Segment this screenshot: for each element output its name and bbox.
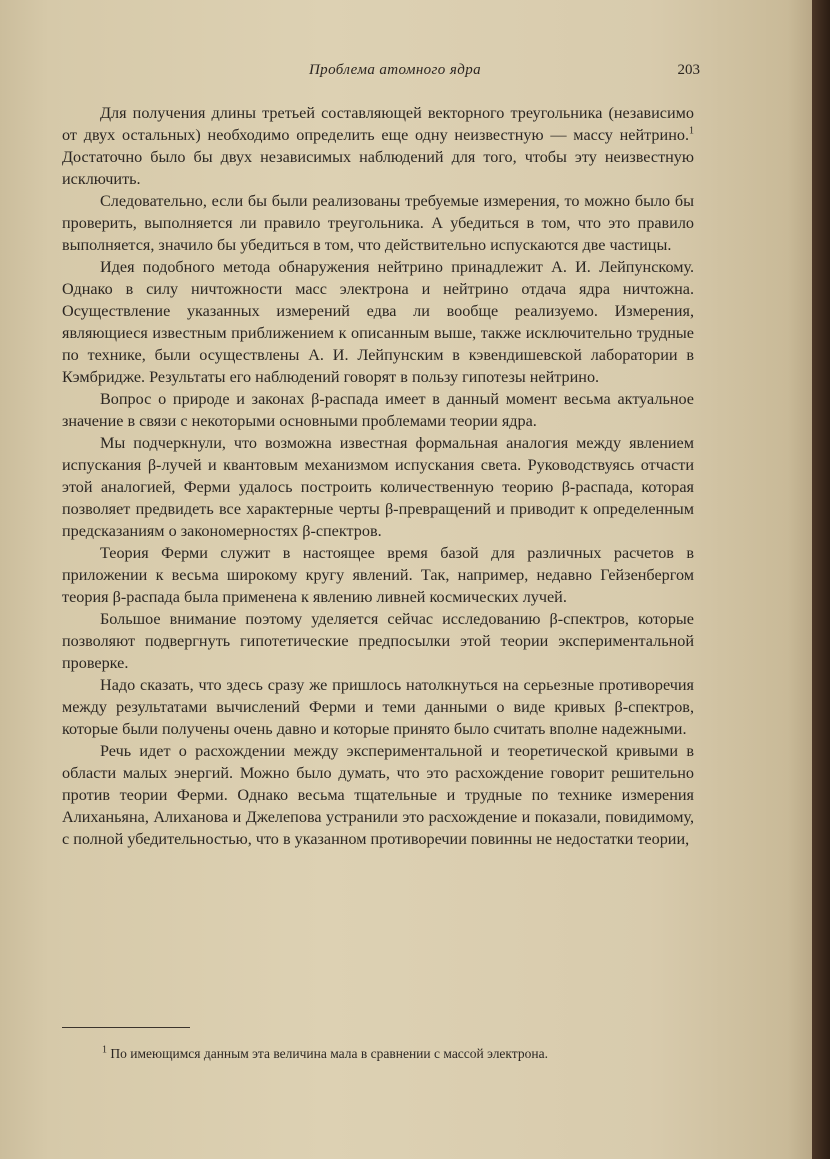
paragraph-5: Мы подчеркнули, что возможна известная формальная аналогия между явлением испускания β-лучей и квантовым механизмом испускания света. Руководствуясь отчасти этой аналогией, Ферми удалось построить количественную теорию β-распада, которая позволяет предвидеть все характерные черты β-превращений и приводит к определенным предсказаниям о закономерностях β-спектров. [62, 434, 694, 540]
footnote-reference: 1 [689, 125, 694, 137]
footnote-divider [62, 1027, 190, 1028]
body-text [62, 102, 694, 850]
running-head-title: Проблема атомного ядра [308, 62, 482, 78]
paragraph-3: Идея подобного метода обнаружения нейтрино принадлежит А. И. Лейпунскому. Однако в силу ничтожности масс электрона и нейтрино отдача ядра ничтожна. Осуществление указанных измерений едва ли вообще реализуемо. Измерения, являющиеся известным приближением к описанным выше, также исключительно трудные по технике, были осуществлены А. И. Лейпунским в кэвендишевской лаборатории в Кэмбридже. Результаты его наблюдений говорят в пользу гипотезы нейтрино. [62, 258, 694, 386]
footnote-mark: 1 [102, 1044, 107, 1056]
page-number: 203 [677, 62, 700, 78]
paragraph-6: Теория Ферми служит в настоящее время базой для различных расчетов в приложении к весьма широкому кругу явлений. Так, например, недавно Гейзенбергом теория β-распада была применена к явлению ливней космических лучей. [62, 544, 694, 606]
paragraph-2: Следовательно, если бы были реализованы требуемые измерения, то можно было бы проверить, выполняется ли правило треугольника. А убедиться в том, что это правило выполняется, значило бы убедиться в том, что действительно испускаются две частицы. [62, 192, 694, 254]
book-edge [812, 0, 830, 1159]
paragraph-8: Надо сказать, что здесь сразу же пришлось натолкнуться на серьезные противоречия между результатами вычислений Ферми и теми данными о виде кривых β-спектров, которые были получены очень давно и которые принято было считать вполне надежными. [62, 676, 694, 738]
paragraph-1-text-a: Для получения длины третьей составляющей векторного треугольника (независимо от двух остальных) необходимо определить еще одну неизвестную — массу нейтрино. [62, 104, 694, 144]
paragraph-1-text-b: Достаточно было бы двух независимых наблюдений для того, чтобы эту неизвестную исключить. [62, 148, 694, 188]
paragraph-4: Вопрос о природе и законах β-распада имеет в данный момент весьма актуальное значение в связи с некоторыми основными проблемами теории ядра. [62, 390, 694, 430]
paragraph-1 [62, 102, 694, 190]
running-head [90, 62, 700, 84]
paragraph-9: Речь идет о расхождении между экспериментальной и теоретической кривыми в области малых энергий. Можно было думать, что это расхождение говорит решительно против теории Ферми. Однако весьма тщательные и трудные по технике измерения Алиханьяна, Алиханова и Джелепова устранили это расхождение и показали, повидимому, с полной убедительностью, что в указанном противоречии повинны не недостатки теории, [62, 742, 694, 848]
footnote [62, 1046, 702, 1062]
paragraph-7: Большое внимание поэтому уделяется сейчас исследованию β-спектров, которые позволяют подвергнуть гипотетические предпосылки этой теории экспериментальной проверке. [62, 610, 694, 672]
footnote-text: По имеющимся данным эта величина мала в сравнении с массой электрона. [107, 1046, 548, 1061]
